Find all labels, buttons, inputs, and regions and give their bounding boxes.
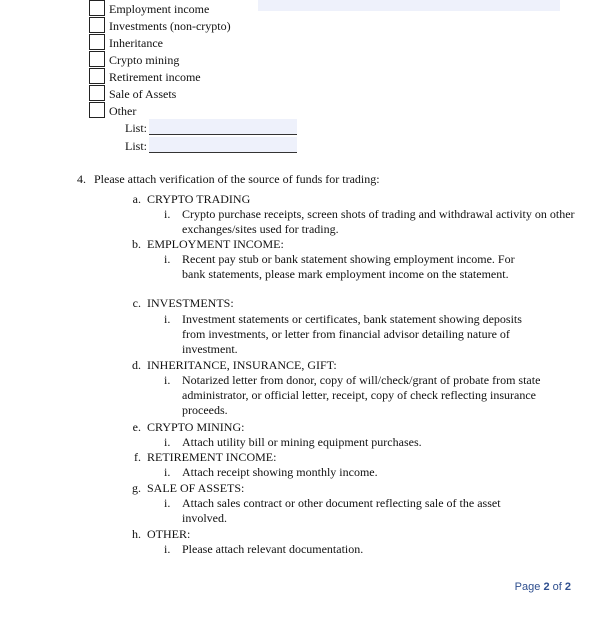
checkbox-label: Sale of Assets	[109, 87, 177, 101]
total-pages: 2	[564, 581, 571, 593]
page-word: Page	[514, 581, 541, 593]
list-label: List:	[125, 139, 148, 153]
item-numeral: i.	[164, 312, 171, 326]
checkbox[interactable]	[89, 17, 105, 33]
item-text: Investment statements or certificates, bank statement showing deposits from investments, or letter from financial advisor detailing nature of investment.	[182, 312, 522, 356]
section-item	[164, 435, 577, 450]
section-heading: CRYPTO TRADING	[147, 192, 251, 206]
item-text: Recent pay stub or bank statement showing employment income. For bank statements, please mark employment income on the statement.	[182, 252, 515, 281]
checkbox-label: Retirement income	[109, 70, 201, 84]
section-item	[164, 312, 537, 357]
section-heading: CRYPTO MINING:	[147, 420, 245, 434]
current-page: 2	[543, 581, 550, 593]
item-numeral: i.	[164, 252, 171, 266]
question-text: Please attach verification of the source of funds for trading:	[94, 172, 380, 186]
checkbox-label: Crypto mining	[109, 53, 180, 67]
checkbox-label: Other	[109, 104, 137, 118]
list-input[interactable]	[149, 119, 297, 135]
question-4	[77, 172, 380, 186]
list-label: List:	[125, 121, 148, 135]
item-text: Attach utility bill or mining equipment purchases.	[182, 435, 422, 449]
item-numeral: i.	[164, 207, 171, 221]
item-text: Attach sales contract or other document reflecting sale of the asset involved.	[182, 496, 501, 525]
section-letter: c.	[132, 296, 141, 310]
item-text: Attach receipt showing monthly income.	[182, 465, 378, 479]
section-crypto-mining	[132, 420, 245, 434]
item-numeral: i.	[164, 373, 171, 387]
item-text: Notarized letter from donor, copy of will/check/grant of probate from state administrator, or official letter, receipt, copy of check reflecting insurance proceeds.	[182, 373, 541, 417]
checkbox[interactable]	[89, 102, 105, 118]
section-item	[164, 207, 577, 237]
section-item	[164, 373, 577, 418]
section-heading: EMPLOYMENT INCOME:	[147, 237, 284, 251]
section-heading: OTHER:	[147, 527, 191, 541]
item-numeral: i.	[164, 542, 171, 556]
section-item	[164, 542, 577, 557]
section-sale-of-assets	[132, 481, 245, 495]
section-item	[164, 496, 532, 526]
checkbox-label: Employment income	[109, 2, 210, 16]
of-word: of	[552, 581, 562, 593]
page-number	[515, 581, 571, 593]
section-other	[132, 527, 191, 541]
section-heading: INHERITANCE, INSURANCE, GIFT:	[147, 358, 337, 372]
section-letter: d.	[132, 358, 141, 372]
item-numeral: i.	[164, 435, 171, 449]
checkbox[interactable]	[89, 0, 105, 16]
section-heading: RETIREMENT INCOME:	[147, 450, 277, 464]
section-investments	[132, 296, 234, 310]
section-heading: INVESTMENTS:	[147, 296, 234, 310]
question-number: 4.	[77, 172, 86, 186]
section-letter: f.	[134, 450, 141, 464]
section-crypto-trading	[132, 192, 251, 206]
section-retirement-income	[134, 450, 277, 464]
section-letter: a.	[132, 192, 141, 206]
section-inheritance-insurance-gift	[132, 358, 337, 372]
checkbox[interactable]	[89, 34, 105, 50]
section-heading: SALE OF ASSETS:	[147, 481, 245, 495]
section-letter: b.	[132, 237, 141, 251]
list-input[interactable]	[149, 137, 297, 153]
section-letter: e.	[132, 420, 141, 434]
text-field-top[interactable]	[258, 0, 560, 11]
section-item	[164, 465, 577, 480]
item-numeral: i.	[164, 496, 171, 510]
item-text: Crypto purchase receipts, screen shots of trading and withdrawal activity on other exchanges/sites used for trading.	[182, 207, 575, 236]
section-employment-income	[132, 237, 284, 251]
checkbox[interactable]	[89, 51, 105, 67]
item-text: Please attach relevant documentation.	[182, 542, 364, 556]
checkbox-label: Investments (non-crypto)	[109, 19, 231, 33]
section-item	[164, 252, 522, 282]
checkbox[interactable]	[89, 85, 105, 101]
checkbox[interactable]	[89, 68, 105, 84]
section-letter: h.	[132, 527, 141, 541]
checkbox-label: Inheritance	[109, 36, 163, 50]
item-numeral: i.	[164, 465, 171, 479]
section-letter: g.	[132, 481, 141, 495]
